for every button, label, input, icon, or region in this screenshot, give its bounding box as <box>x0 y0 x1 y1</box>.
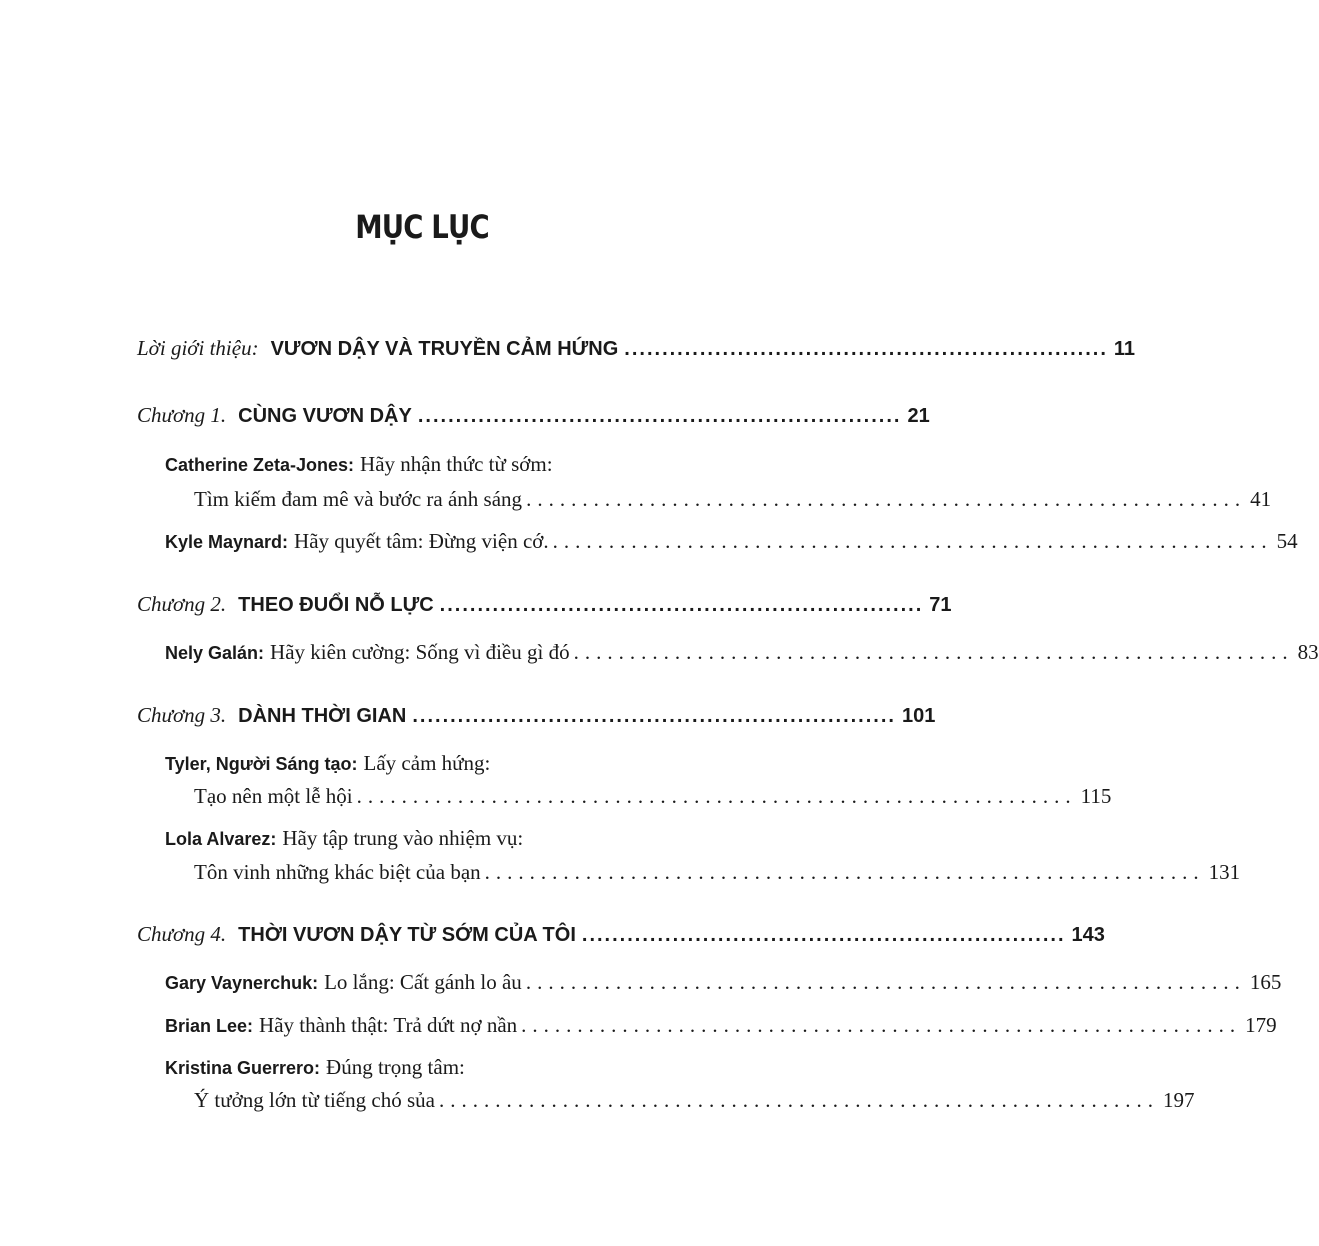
entry-line1: Hãy nhận thức từ sớm: <box>360 452 553 476</box>
leader-dots: ................................................................ <box>581 924 1066 946</box>
chapter-row <box>137 703 936 728</box>
chapter-page: 101 <box>901 705 936 727</box>
chapter-title: THEO ĐUỔI NỖ LỰC <box>238 594 434 616</box>
entry-row-continued <box>194 1088 1195 1113</box>
entry-page: 41 <box>1250 487 1272 511</box>
entry-line1: Lo lắng: Cất gánh lo âu <box>324 970 522 994</box>
entry-name: Kyle Maynard: <box>165 532 289 552</box>
entry-name: Catherine Zeta-Jones: <box>165 455 355 475</box>
entry-line1: Đúng trọng tâm: <box>326 1055 465 1079</box>
leader-dots: ................................................................ <box>438 1088 1159 1112</box>
leader-dots: ................................................................ <box>573 640 1294 664</box>
intro-label: Lời giới thiệu: <box>137 336 259 360</box>
leader-dots: ................................................................ <box>526 487 1247 511</box>
entry-line1: Lấy cảm hứng: <box>363 751 491 775</box>
page-title: MỤC LỤC <box>355 208 489 246</box>
leader-dots: ................................................................ <box>624 338 1108 360</box>
entry-name: Tyler, Người Sáng tạo: <box>165 754 358 774</box>
leader-dots: ................................................................ <box>552 529 1273 553</box>
chapter-page: 21 <box>907 405 930 427</box>
entry-row <box>165 826 725 851</box>
chapter-label: Chương 1. <box>137 403 227 427</box>
chapter-row <box>137 922 1105 947</box>
entry-name: Lola Alvarez: <box>165 829 277 849</box>
entry-page: 165 <box>1249 970 1282 994</box>
leader-dots: ................................................................ <box>521 1013 1242 1037</box>
entry-row <box>165 640 1319 665</box>
leader-dots: ................................................................ <box>525 970 1246 994</box>
entry-row-continued <box>194 487 1272 512</box>
entry-line2: Tìm kiếm đam mê và bước ra ánh sáng <box>194 487 523 511</box>
entry-page: 131 <box>1208 860 1241 884</box>
leader-dots: ................................................................ <box>356 784 1077 808</box>
chapter-label: Chương 2. <box>137 592 227 616</box>
entry-page: 83 <box>1297 640 1319 664</box>
intro-page: 11 <box>1113 338 1136 360</box>
entry-page: 54 <box>1276 529 1298 553</box>
leader-dots: ................................................................ <box>412 705 896 727</box>
entry-row-continued <box>194 860 1241 885</box>
entry-line1: Hãy quyết tâm: Đừng viện cớ. <box>294 529 549 553</box>
entry-line2: Tôn vinh những khác biệt của bạn <box>194 860 481 884</box>
chapter-title: CÙNG VƯƠN DẬY <box>238 405 412 427</box>
entry-row <box>165 1055 725 1080</box>
entry-row <box>165 1013 1277 1038</box>
entry-page: 197 <box>1162 1088 1195 1112</box>
chapter-title: DÀNH THỜI GIAN <box>238 705 407 727</box>
intro-title: VƯƠN DẬY VÀ TRUYỀN CẢM HỨNG <box>270 338 619 360</box>
chapter-page: 71 <box>929 594 952 616</box>
chapter-row <box>137 403 930 428</box>
chapter-page: 143 <box>1071 924 1105 946</box>
entry-line2: Ý tưởng lớn từ tiếng chó sủa <box>194 1088 435 1112</box>
entry-line1: Hãy tập trung vào nhiệm vụ: <box>282 826 524 850</box>
chapter-label: Chương 3. <box>137 703 227 727</box>
chapter-title: THỜI VƯƠN DẬY TỪ SỚM CỦA TÔI <box>238 924 576 946</box>
entry-page: 179 <box>1245 1013 1277 1037</box>
entry-line2: Tạo nên một lễ hội <box>194 784 353 808</box>
entry-name: Kristina Guerrero: <box>165 1058 321 1078</box>
entry-name: Gary Vaynerchuk: <box>165 973 319 993</box>
intro-row <box>137 336 1136 361</box>
entry-name: Nely Galán: <box>165 643 265 663</box>
chapter-row <box>137 592 952 617</box>
leader-dots: ................................................................ <box>417 405 902 427</box>
entry-row <box>165 529 1298 554</box>
leader-dots: ................................................................ <box>484 860 1205 884</box>
entry-page: 115 <box>1080 784 1112 808</box>
entry-line1: Hãy thành thật: Trả dứt nợ nần <box>259 1013 518 1037</box>
leader-dots: ................................................................ <box>439 594 924 616</box>
entry-row <box>165 751 725 776</box>
chapter-label: Chương 4. <box>137 922 227 946</box>
entry-row <box>165 452 725 477</box>
entry-name: Brian Lee: <box>165 1016 254 1036</box>
entry-line1: Hãy kiên cường: Sống vì điều gì đó <box>270 640 570 664</box>
entry-row <box>165 970 1282 995</box>
entry-row-continued <box>194 784 1112 809</box>
